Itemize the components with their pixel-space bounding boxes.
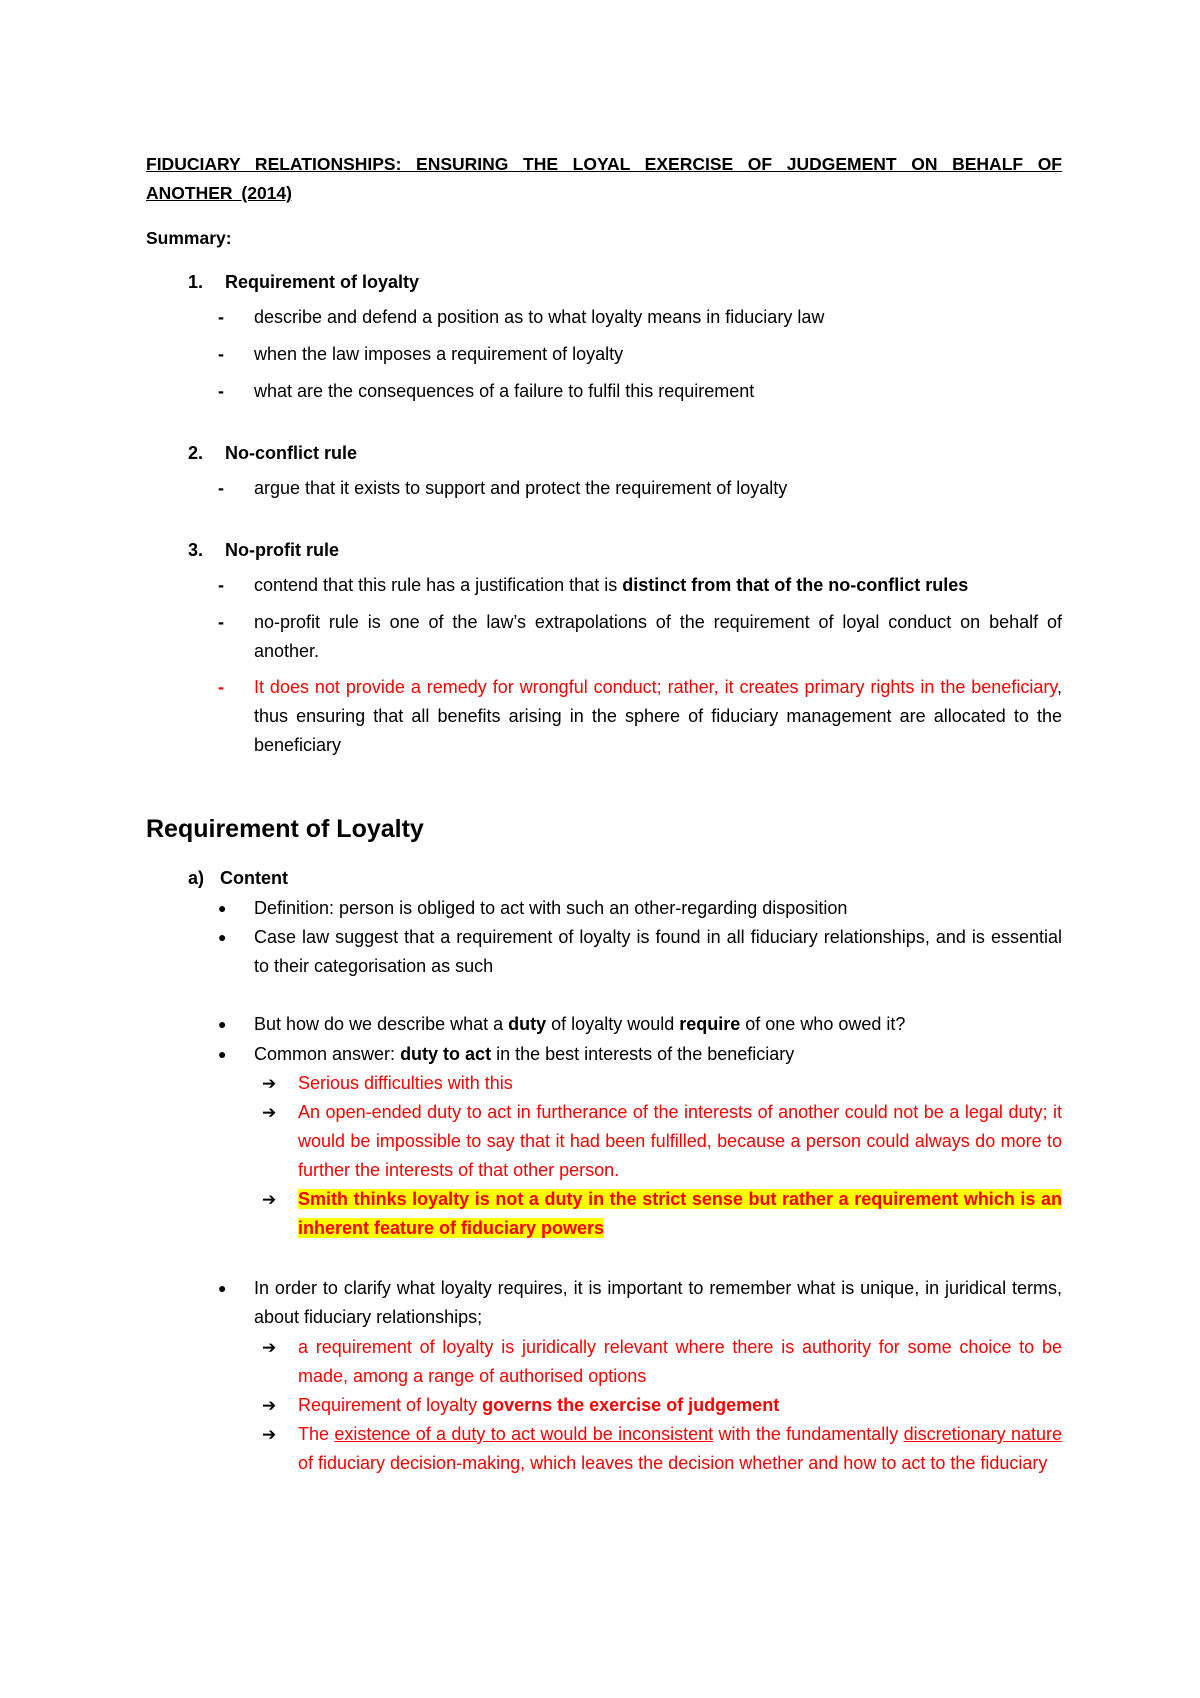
arrow-text: An open-ended duty to act in furtherance of the interests of another could not be a legal duty; it would be impossible to say that it had been fulfilled, because a person could always do more to further the interests of that other person. [298,1102,1062,1180]
summary-number: 2. [188,443,204,463]
dash-marker: - [218,612,224,632]
bullet-text: what are the consequences of a failure to fulfil this requirement [254,381,755,401]
text-plain: The [298,1424,335,1444]
text-plain: with the fundamentally [713,1424,904,1444]
dash-marker: - [218,575,224,595]
summary-number: 3. [188,540,204,560]
text-plain: of one who owed it? [740,1014,906,1034]
text-plain: Common answer: [254,1044,401,1064]
arrow-icon: ➔ [262,1338,277,1357]
text-plain: of fiduciary decision-making, which leaves the decision whether and how to act to the fiduciary [298,1453,1048,1473]
arrow-icon: ➔ [262,1396,277,1415]
bullet-dot: ● [218,900,227,916]
subsection-letter: a) [188,868,205,888]
bullet-text: Case law suggest that a requirement of loyalty is found in all fiduciary relationships, and is essential to their categorisation as such [254,927,1062,976]
summary-heading: No-profit rule [225,540,339,560]
arrow-icon: ➔ [262,1103,277,1122]
arrow-text [298,1420,1062,1478]
bullet-text [254,673,1062,760]
bullet-text-red: It does not provide a remedy for wrongful conduct; rather, it creates primary rights in the beneficiary [254,677,1057,697]
bullet-text-bold: distinct from that of the no-conflict rules [622,575,969,595]
text-underlined: discretionary nature [903,1424,1062,1444]
text-plain: of loyalty would [546,1014,680,1034]
arrow-text [298,1185,1062,1243]
bullet-dot: ● [218,1046,227,1062]
bullet-text: argue that it exists to support and protect the requirement of loyalty [254,478,788,498]
section-heading: Requirement of Loyalty [146,815,424,843]
bullet-text-plain: , thus ensuring that all benefits arising in the sphere of fiduciary management are allocated to the beneficiary [254,677,1062,755]
text-plain: in the best interests of the beneficiary [491,1044,795,1064]
bullet-dot: ● [218,1016,227,1032]
bullet-text: describe and defend a position as to what loyalty means in fiduciary law [254,307,825,327]
arrow-icon: ➔ [262,1074,277,1093]
arrow-text: a requirement of loyalty is juridically relevant where there is authority for some choice to be made, among a range of authorised options [298,1337,1062,1386]
bullet-text: no-profit rule is one of the law’s extrapolations of the requirement of loyal conduct on behalf of another. [254,612,1062,661]
arrow-text [298,1391,1062,1420]
bullet-text: Definition: person is obliged to act with such an other-regarding disposition [254,898,848,918]
bullet-text [254,1010,1074,1039]
bullet-dot: ● [218,1280,227,1296]
arrow-text: Serious difficulties with this [298,1073,513,1093]
summary-label: Summary: [146,228,232,248]
summary-number: 1. [188,272,204,292]
text-underlined: existence of a duty to act would be inconsistent [334,1424,714,1444]
dash-marker: - [218,381,224,401]
bullet-dot: ● [218,929,227,945]
summary-heading: No-conflict rule [225,443,358,463]
bullet-text-plain: contend that this rule has a justification that is [254,575,623,595]
summary-heading: Requirement of loyalty [225,272,420,292]
bullet-text [254,571,1094,600]
text-plain: Requirement of loyalty [298,1395,483,1415]
text-bold: require [679,1014,741,1034]
dash-marker: - [218,478,224,498]
text-bold: governs the exercise of judgement [482,1395,780,1415]
bullet-text: In order to clarify what loyalty requires, it is important to remember what is unique, in juridical terms, about fiduciary relationships; [254,1278,1062,1327]
bullet-text: when the law imposes a requirement of loyalty [254,344,624,364]
dash-marker: - [218,677,224,697]
text-plain: But how do we describe what a [254,1014,509,1034]
arrow-icon: ➔ [262,1190,277,1209]
text-bold: duty to act [400,1044,492,1064]
dash-marker: - [218,344,224,364]
dash-marker: - [218,307,224,327]
subsection-title: Content [220,868,288,888]
arrow-icon: ➔ [262,1425,277,1444]
document-title: FIDUCIARY RELATIONSHIPS: ENSURING THE LOYAL EXERCISE OF JUDGEMENT ON BEHALF OF ANOTHER (2014) [146,154,1062,203]
text-bold: duty [508,1014,547,1034]
highlighted-text: Smith thinks loyalty is not a duty in the strict sense but rather a requirement which is an inherent feature of fiduciary powers [298,1189,1062,1238]
bullet-text [254,1040,1074,1069]
